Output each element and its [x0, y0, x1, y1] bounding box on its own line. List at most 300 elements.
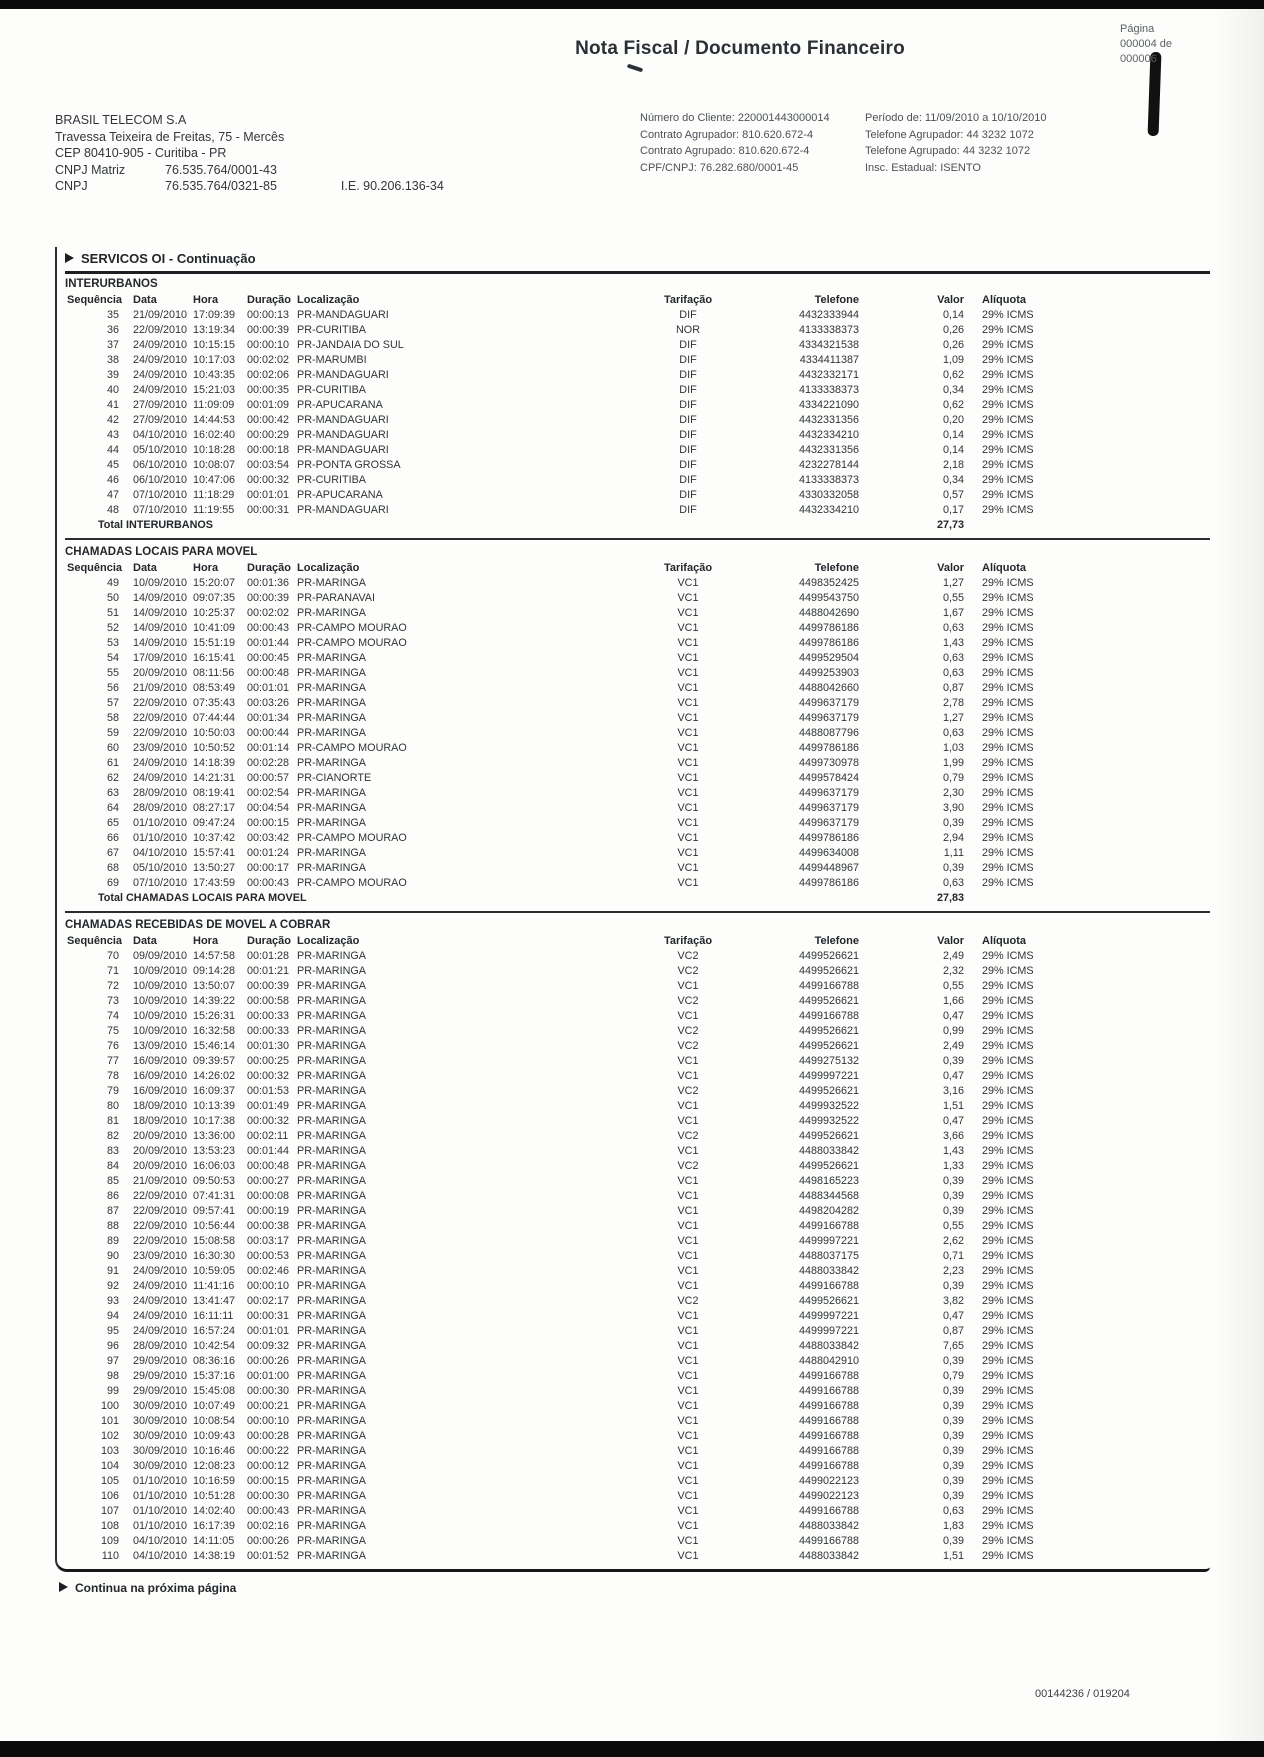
cell: 81	[106, 1115, 119, 1127]
cell: 3,90	[942, 802, 964, 814]
cell: 00:00:38	[247, 1220, 290, 1232]
cell: 0,39	[942, 1205, 964, 1217]
cell: 10/09/2010	[133, 965, 188, 977]
cell: 0,47	[942, 1310, 964, 1322]
cell: VC1	[677, 637, 699, 649]
cell: 4499526621	[798, 950, 859, 962]
cell: PR-MARINGA	[297, 995, 366, 1007]
table-row	[65, 1489, 1210, 1504]
triangle-bullet-icon	[65, 253, 74, 263]
table-row	[65, 1204, 1210, 1219]
cell: VC2	[677, 1130, 699, 1142]
cell: 00:00:32	[247, 1115, 290, 1127]
cell: 29% ICMS	[982, 1235, 1034, 1247]
column-header: Telefone	[814, 935, 859, 947]
cell: 00:03:17	[247, 1235, 290, 1247]
cell: 29% ICMS	[982, 1055, 1034, 1067]
cell: 00:00:39	[247, 980, 290, 992]
cell: 00:03:26	[247, 697, 290, 709]
cell: PR-MARINGA	[297, 1145, 366, 1157]
cell: 60	[106, 742, 119, 754]
cell: 29% ICMS	[982, 637, 1034, 649]
continuation-note	[59, 1581, 1210, 1595]
cell: 20/09/2010	[133, 1160, 188, 1172]
cell: VC1	[677, 682, 699, 694]
scan-tick-mark	[627, 64, 643, 73]
cell: VC1	[677, 1115, 699, 1127]
cell: 1,03	[942, 742, 964, 754]
cell: 07/10/2010	[133, 489, 188, 501]
cell: 22/09/2010	[133, 727, 188, 739]
cell: 29% ICMS	[982, 862, 1034, 874]
table-row	[65, 1219, 1210, 1234]
cell: 3,66	[942, 1130, 964, 1142]
section-heading-label: SERVICOS OI - Continuação	[81, 251, 256, 266]
cell: 66	[106, 832, 119, 844]
cell: PR-CURITIBA	[297, 474, 366, 486]
cell: 22/09/2010	[133, 1220, 188, 1232]
cell: VC2	[677, 1085, 699, 1097]
cell: 0,39	[942, 1475, 964, 1487]
cell: VC1	[677, 832, 699, 844]
cell: 16/09/2010	[133, 1070, 188, 1082]
cell: 0,20	[942, 414, 964, 426]
cell: 00:00:43	[247, 877, 290, 889]
table-row	[65, 1279, 1210, 1294]
cell: 77	[106, 1055, 119, 1067]
table-header-row	[65, 561, 1210, 576]
cell: 38	[106, 354, 119, 366]
cell: 15:08:58	[193, 1235, 236, 1247]
table-row	[65, 1129, 1210, 1144]
cell: 98	[106, 1370, 119, 1382]
cell: 00:02:17	[247, 1295, 290, 1307]
cell: 10:43:35	[193, 369, 236, 381]
cell: 15:37:16	[193, 1370, 236, 1382]
cell: 0,39	[942, 1385, 964, 1397]
cell: 104	[100, 1460, 119, 1472]
table-row	[65, 1294, 1210, 1309]
table-row	[65, 473, 1210, 488]
cell: 16/09/2010	[133, 1055, 188, 1067]
cell: 30/09/2010	[133, 1415, 188, 1427]
cell: 29% ICMS	[982, 577, 1034, 589]
cell: 21/09/2010	[133, 682, 188, 694]
cell: 90	[106, 1250, 119, 1262]
cell: 24/09/2010	[133, 1280, 188, 1292]
cell: 4488087796	[798, 727, 859, 739]
cell: 75	[106, 1025, 119, 1037]
cell: 29% ICMS	[982, 995, 1034, 1007]
subtable	[65, 911, 1210, 1564]
cell: 29% ICMS	[982, 847, 1034, 859]
cell: 4499637179	[798, 697, 859, 709]
cell: 4499275132	[798, 1055, 859, 1067]
cell: 15:51:19	[193, 637, 236, 649]
cell: 89	[106, 1235, 119, 1247]
cell: VC2	[677, 1160, 699, 1172]
table-row	[65, 771, 1210, 786]
cell: 0,55	[942, 1220, 964, 1232]
cell: VC1	[677, 652, 699, 664]
cell: 4499526621	[798, 1295, 859, 1307]
cell: 101	[100, 1415, 119, 1427]
table-row	[65, 1459, 1210, 1474]
table-row	[65, 1249, 1210, 1264]
cell: 76	[106, 1040, 119, 1052]
phone-agrupado: Telefone Agrupado: 44 3232 1072	[865, 145, 1031, 157]
cell: 4499997221	[798, 1325, 859, 1337]
cell: PR-PARANAVAI	[297, 592, 375, 604]
cell: 1,51	[942, 1550, 964, 1562]
cell: PR-MARINGA	[297, 667, 366, 679]
cell: 4499997221	[798, 1070, 859, 1082]
cell: 00:00:21	[247, 1400, 290, 1412]
cell: 00:00:19	[247, 1205, 290, 1217]
cell: VC1	[677, 1235, 699, 1247]
cell: VC1	[677, 1355, 699, 1367]
cell: 20/09/2010	[133, 667, 188, 679]
cell: PR-MARINGA	[297, 1535, 366, 1547]
cell: VC1	[677, 1190, 699, 1202]
cell: 00:00:39	[247, 324, 290, 336]
cell: PR-MARINGA	[297, 1310, 366, 1322]
cell: VC1	[677, 1070, 699, 1082]
cell: VC1	[677, 1490, 699, 1502]
cell: 4488033842	[798, 1145, 859, 1157]
cell: DIF	[679, 459, 697, 471]
cell: 0,47	[942, 1010, 964, 1022]
cell: DIF	[679, 369, 697, 381]
cell: 0,63	[942, 1505, 964, 1517]
table-row	[65, 846, 1210, 861]
cell: 29% ICMS	[982, 1445, 1034, 1457]
cell: 42	[106, 414, 119, 426]
cell: DIF	[679, 384, 697, 396]
cell: 88	[106, 1220, 119, 1232]
cell: 2,62	[942, 1235, 964, 1247]
cell: DIF	[679, 429, 697, 441]
cell: PR-MARINGA	[297, 607, 366, 619]
cell: VC1	[677, 697, 699, 709]
cell: 92	[106, 1280, 119, 1292]
page-total: 000006	[1120, 53, 1157, 65]
cell: PR-MANDAGUARI	[297, 309, 389, 321]
cell: 00:01:44	[247, 1145, 290, 1157]
cell: 93	[106, 1295, 119, 1307]
cell: 56	[106, 682, 119, 694]
cell: 07:44:44	[193, 712, 236, 724]
cell: 00:02:06	[247, 369, 290, 381]
cell: 00:00:32	[247, 1070, 290, 1082]
cell: 4499526621	[798, 1160, 859, 1172]
cell: 16:02:40	[193, 429, 236, 441]
column-header: Telefone	[814, 294, 859, 306]
company-cep: CEP 80410-905 - Curitiba - PR	[55, 146, 227, 160]
cell: 29% ICMS	[982, 1085, 1034, 1097]
cell: 10:42:54	[193, 1340, 236, 1352]
page-label: Página	[1120, 23, 1155, 35]
table-row	[65, 1069, 1210, 1084]
cell: PR-MARINGA	[297, 847, 366, 859]
table-row	[65, 651, 1210, 666]
cell: 4499932522	[798, 1100, 859, 1112]
cell: 0,47	[942, 1115, 964, 1127]
cell: 04/10/2010	[133, 1550, 188, 1562]
cell: PR-APUCARANA	[297, 489, 383, 501]
cell: 21/09/2010	[133, 1175, 188, 1187]
customer-number: Número do Cliente: 220001443000014	[640, 112, 830, 124]
cell: VC1	[677, 1385, 699, 1397]
cell: 13:19:34	[193, 324, 236, 336]
column-header: Alíquota	[982, 562, 1026, 574]
cell: 13:50:07	[193, 980, 236, 992]
scan-edge-bottom	[0, 1741, 1264, 1757]
cell: 4499253903	[798, 667, 859, 679]
cell: PR-MARINGA	[297, 1175, 366, 1187]
cell: 11:09:09	[193, 399, 235, 411]
cell: 35	[106, 309, 119, 321]
cell: 13:36:00	[193, 1130, 236, 1142]
cell: 29% ICMS	[982, 339, 1034, 351]
cell: 0,39	[942, 1055, 964, 1067]
cell: 91	[106, 1265, 119, 1277]
cell: VC1	[677, 847, 699, 859]
cell: 4133338373	[798, 474, 859, 486]
cell: 29% ICMS	[982, 1220, 1034, 1232]
cell: 29% ICMS	[982, 1070, 1034, 1082]
cell: 29% ICMS	[982, 652, 1034, 664]
cell: VC1	[677, 712, 699, 724]
cell: 29% ICMS	[982, 1430, 1034, 1442]
table-row	[65, 1174, 1210, 1189]
cell: 0,14	[942, 429, 964, 441]
cell: 0,26	[942, 339, 964, 351]
cell: 00:00:10	[247, 1415, 290, 1427]
subtable	[65, 274, 1210, 533]
cell: 04/10/2010	[133, 847, 188, 859]
cell: 4499166788	[798, 1535, 859, 1547]
subtable-title: CHAMADAS RECEBIDAS DE MOVEL A COBRAR	[65, 919, 331, 931]
cell: 1,43	[942, 637, 964, 649]
company-address: Travessa Teixeira de Freitas, 75 - Mercês	[55, 129, 285, 144]
table-row	[65, 1504, 1210, 1519]
cell: 16:09:37	[193, 1085, 236, 1097]
cell: 14:02:40	[193, 1505, 236, 1517]
cell: 0,63	[942, 727, 964, 739]
cell: 15:46:14	[193, 1040, 236, 1052]
cell: PR-MARINGA	[297, 1250, 366, 1262]
cell: 00:01:21	[247, 965, 290, 977]
cell: 0,79	[942, 772, 964, 784]
total-value: 27,83	[936, 892, 964, 904]
cell: 4432334210	[798, 504, 859, 516]
cell: 1,67	[942, 607, 964, 619]
cell: 1,27	[942, 577, 964, 589]
cell: 29% ICMS	[982, 489, 1034, 501]
cell: VC1	[677, 772, 699, 784]
cell: VC1	[677, 1400, 699, 1412]
table-row	[65, 368, 1210, 383]
cell: 59	[106, 727, 119, 739]
cell: PR-MARINGA	[297, 1100, 366, 1112]
cell: 4499166788	[798, 1415, 859, 1427]
table-row	[65, 1429, 1210, 1444]
cell: 2,49	[942, 950, 964, 962]
cell: 14/09/2010	[133, 622, 188, 634]
cell: 7,65	[942, 1340, 964, 1352]
cell: 65	[106, 817, 119, 829]
cell: PR-MARINGA	[297, 1085, 366, 1097]
cell: 10/09/2010	[133, 980, 188, 992]
cell: DIF	[679, 504, 697, 516]
cell: 10/09/2010	[133, 995, 188, 1007]
cell: 00:00:10	[247, 1280, 290, 1292]
cell: 15:26:31	[193, 1010, 236, 1022]
cell: 4499526621	[798, 1085, 859, 1097]
cell: 85	[106, 1175, 119, 1187]
column-header: Sequência	[67, 935, 123, 947]
cell: DIF	[679, 474, 697, 486]
cell: VC1	[677, 1475, 699, 1487]
cell: PR-CAMPO MOURAO	[297, 832, 407, 844]
cell: 4499529504	[798, 652, 859, 664]
cell: 00:00:32	[247, 474, 290, 486]
cell: VC1	[677, 757, 699, 769]
cell: 29% ICMS	[982, 1520, 1034, 1532]
table-row	[65, 1039, 1210, 1054]
table-row	[65, 801, 1210, 816]
cell: 00:00:30	[247, 1490, 290, 1502]
cell: 27/09/2010	[133, 399, 188, 411]
cell: 0,34	[942, 474, 964, 486]
cell: 4498204282	[798, 1205, 859, 1217]
cell: 95	[106, 1325, 119, 1337]
cell: 80	[106, 1100, 119, 1112]
cell: 2,32	[942, 965, 964, 977]
cell: PR-MARINGA	[297, 1475, 366, 1487]
cell: 10:16:46	[193, 1445, 236, 1457]
cell: 29% ICMS	[982, 787, 1034, 799]
cell: 00:01:01	[247, 489, 290, 501]
cell: 4499786186	[798, 742, 859, 754]
cell: 17:09:39	[193, 309, 236, 321]
cell: 70	[106, 950, 119, 962]
cell: 86	[106, 1190, 119, 1202]
cell: VC1	[677, 577, 699, 589]
cell: 00:04:54	[247, 802, 290, 814]
cell: 10:25:37	[193, 607, 236, 619]
cell: PR-CAMPO MOURAO	[297, 622, 407, 634]
cell: 07:35:43	[193, 697, 236, 709]
cell: 107	[100, 1505, 119, 1517]
cell: 00:00:48	[247, 667, 290, 679]
cell: 29% ICMS	[982, 1160, 1034, 1172]
column-header: Sequência	[67, 562, 123, 574]
cell: PR-CURITIBA	[297, 384, 366, 396]
cell: 41	[106, 399, 119, 411]
cell: 00:00:18	[247, 444, 290, 456]
cell: PR-MARINGA	[297, 1205, 366, 1217]
cell: PR-MARINGA	[297, 1115, 366, 1127]
cell: 10/09/2010	[133, 1010, 188, 1022]
cell: 14:11:05	[193, 1535, 235, 1547]
cell: 08:11:56	[193, 667, 235, 679]
cell: VC2	[677, 1025, 699, 1037]
cell: VC1	[677, 877, 699, 889]
cell: 4499543750	[798, 592, 859, 604]
cell: 4499166788	[798, 1460, 859, 1472]
cell: 07/10/2010	[133, 877, 188, 889]
cell: 29% ICMS	[982, 877, 1034, 889]
cell: VC1	[677, 1010, 699, 1022]
cell: 14:57:58	[193, 950, 236, 962]
cell: 4499997221	[798, 1310, 859, 1322]
cell: 57	[106, 697, 119, 709]
cell: PR-MARINGA	[297, 1550, 366, 1562]
cell: 00:01:00	[247, 1370, 290, 1382]
table-row	[65, 338, 1210, 353]
cell: 00:00:44	[247, 727, 290, 739]
cell: 29% ICMS	[982, 1265, 1034, 1277]
cell: 0,14	[942, 309, 964, 321]
cell: 96	[106, 1340, 119, 1352]
cell: 0,62	[942, 369, 964, 381]
table-row	[65, 323, 1210, 338]
table-row	[65, 1099, 1210, 1114]
cell: 0,39	[942, 1175, 964, 1187]
cell: 00:01:52	[247, 1550, 290, 1562]
column-header: Valor	[937, 935, 964, 947]
cell: 29/09/2010	[133, 1370, 188, 1382]
cell: 29% ICMS	[982, 1205, 1034, 1217]
cell: 2,94	[942, 832, 964, 844]
cell: 4499637179	[798, 787, 859, 799]
call-tables	[65, 274, 1210, 1564]
cell: 61	[106, 757, 119, 769]
table-row	[65, 576, 1210, 591]
cell: 4488033842	[798, 1340, 859, 1352]
cell: 14:39:22	[193, 995, 236, 1007]
table-row	[65, 1009, 1210, 1024]
customer-cpf-cnpj: CPF/CNPJ: 76.282.680/0001-45	[640, 161, 799, 174]
cell: 00:00:12	[247, 1460, 290, 1472]
cell: PR-MARINGA	[297, 787, 366, 799]
cell: 00:00:30	[247, 1385, 290, 1397]
cell: 00:00:53	[247, 1250, 290, 1262]
cell: 0,62	[942, 399, 964, 411]
cell: VC1	[677, 1550, 699, 1562]
cell: 15:45:08	[193, 1385, 236, 1397]
table-row	[65, 1384, 1210, 1399]
table-row	[65, 861, 1210, 876]
cell: 10:16:59	[193, 1475, 236, 1487]
cell: 24/09/2010	[133, 1325, 188, 1337]
cell: PR-PONTA GROSSA	[297, 459, 401, 471]
cell: 16:06:03	[193, 1160, 236, 1172]
cell: 17/09/2010	[133, 652, 188, 664]
table-row	[65, 1309, 1210, 1324]
cell: 24/09/2010	[133, 1265, 188, 1277]
cell: DIF	[679, 399, 697, 411]
cell: 00:01:49	[247, 1100, 290, 1112]
cell: VC1	[677, 802, 699, 814]
cell: 94	[106, 1310, 119, 1322]
services-section-box	[55, 247, 1210, 1572]
table-row	[65, 876, 1210, 891]
cell: 45	[106, 459, 119, 471]
cell: 4499166788	[798, 1385, 859, 1397]
